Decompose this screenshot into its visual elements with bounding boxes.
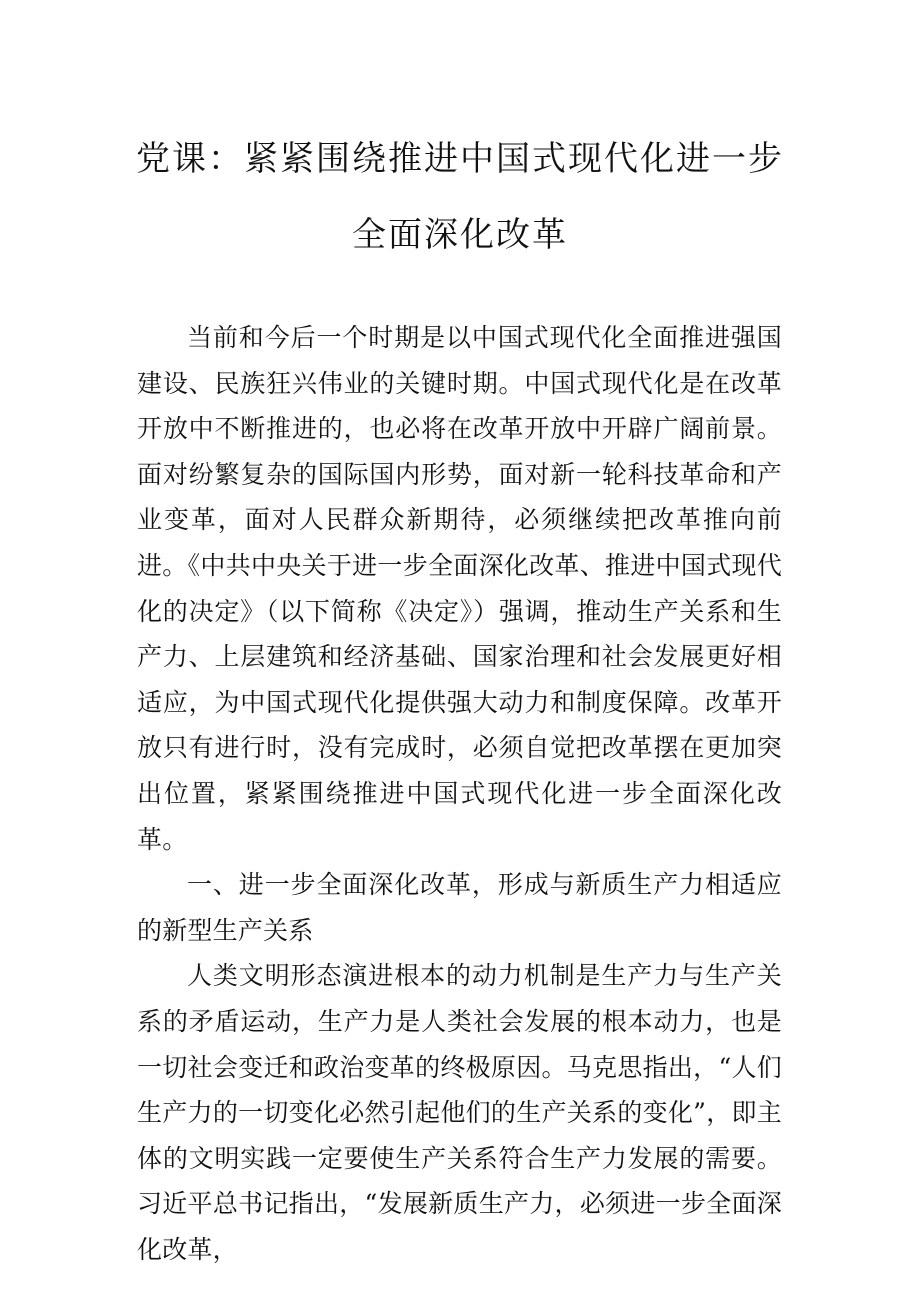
paragraph-section-1: 人类文明形态演进根本的动力机制是生产力与生产关系的矛盾运动，生产力是人类社会发展的根本动力，也是一切社会变迁和政治变革的终极原因。马克思指出，“人们生产力的一切变化必然引起他们的生产关系的变化”，即主体的文明实践一定要使生产关系符合生产力发展的需要。习近平总书记指出，“发展新质生产力，必须进一步全面深化改革， <box>137 961 782 1264</box>
paragraph-intro: 当前和今后一个时期是以中国式现代化全面推进强国建设、民族狂兴伟业的关键时期。中国式现代化是在改革开放中不断推进的，也必将在改革开放中开辟广阔前景。面对纷繁复杂的国际国内形势，面对新一轮科技革命和产业变革，面对人民群众新期待，必须继续把改革推向前进。《中共中央关于进一步全面深化改革、推进中国式现代化的决定》（以下简称《决定》）强调，推动生产关系和生产力、上层建筑和经济基础、国家治理和社会发展更好相适应，为中国式现代化提供强大动力和制度保障。改革开放只有进行时，没有完成时，必须自觉把改革摆在更加突出位置，紧紧围绕推进中国式现代化进一步全面深化改革。 <box>137 323 782 854</box>
document-title-line-1: 党课：紧紧围绕推进中国式现代化进一步 <box>136 139 784 179</box>
document-body <box>137 315 782 1272</box>
section-heading-1: 一、进一步全面深化改革，形成与新质生产力相适应的新型生产关系 <box>137 870 782 945</box>
document-title-line-2: 全面深化改革 <box>352 215 568 255</box>
